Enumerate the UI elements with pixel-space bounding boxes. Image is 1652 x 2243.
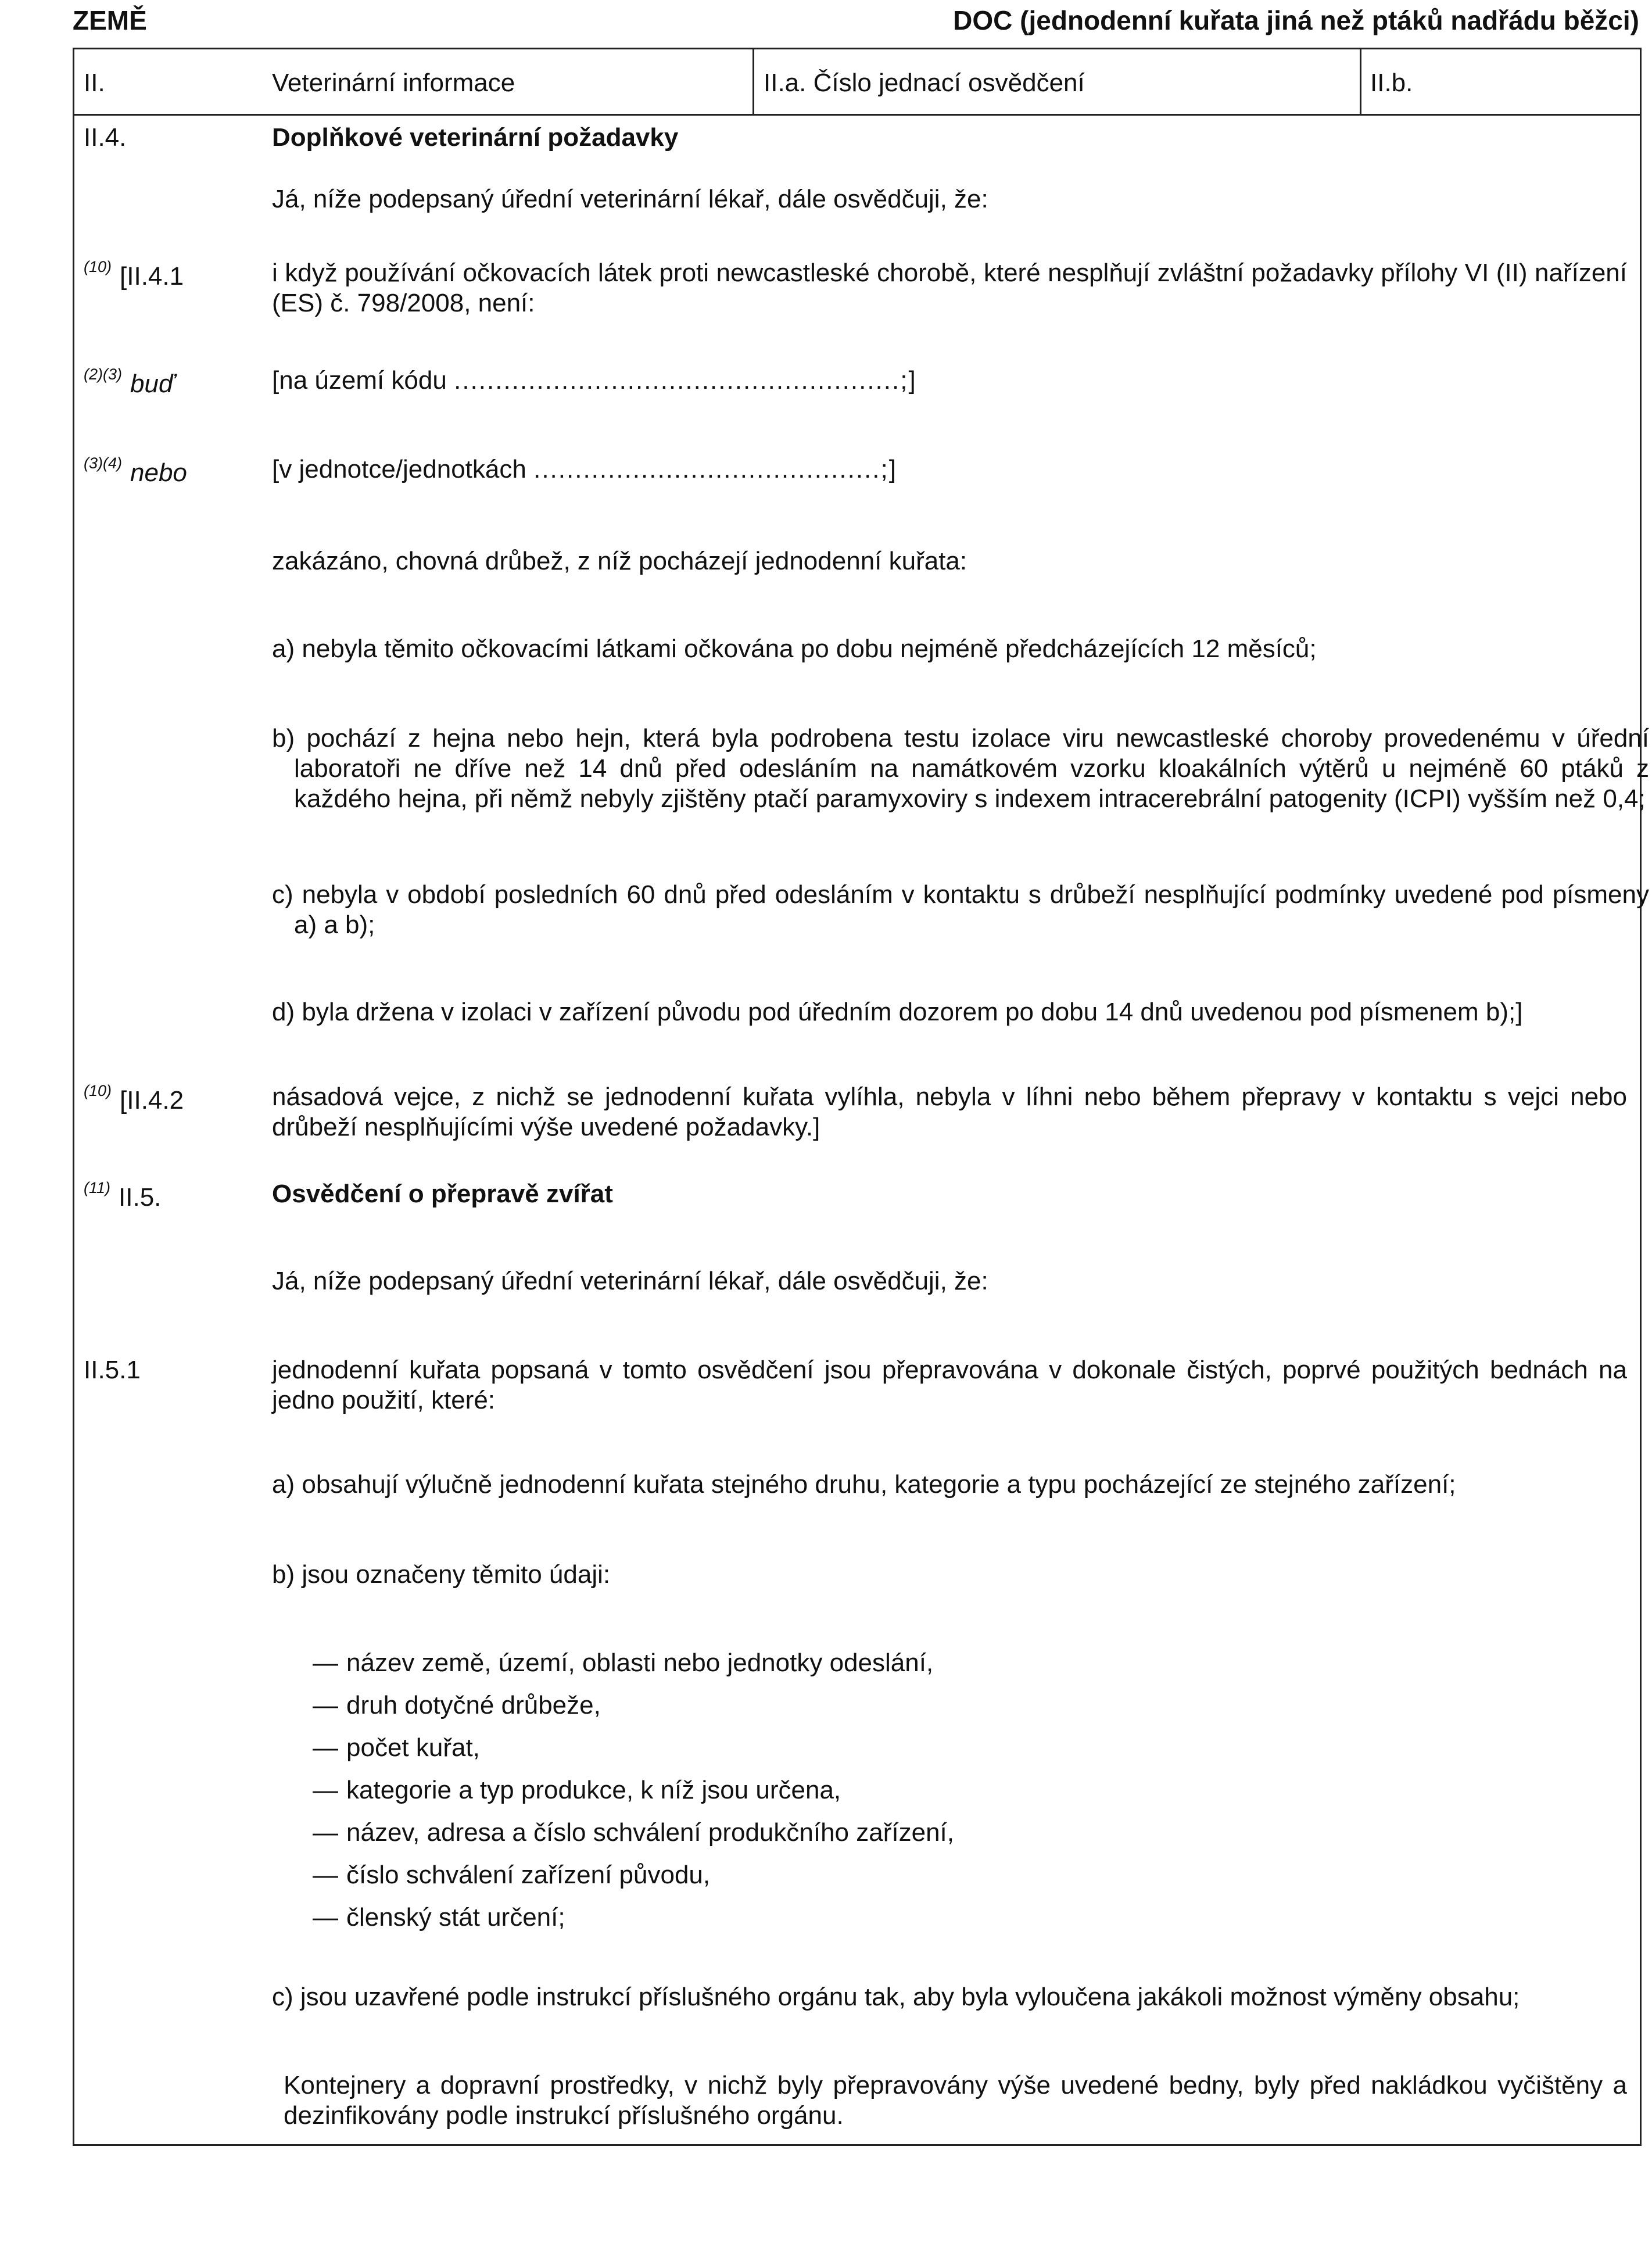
or-word: nebo: [130, 458, 187, 487]
section-5-number: II.5.: [119, 1183, 162, 1212]
dash-glyph: —: [313, 1733, 338, 1762]
paragraph-5-1-number: II.5.1: [84, 1356, 141, 1384]
country-label: ZEMĚ: [73, 5, 147, 35]
document-title: DOC (jednodenní kuřata jiná než ptáků nadřádu běžci): [953, 5, 1639, 35]
certificate-body: [73, 114, 1649, 2146]
paragraph-number: [II.4.1: [120, 262, 184, 291]
crate-condition-a: a) obsahují výlučně jednodenní kuřata stejného druhu, kategorie a typu pocházející ze stejného zařízení;: [272, 1470, 1456, 1499]
section-title: Veterinární informace: [272, 69, 515, 97]
certificate-reference-label: II.a. Číslo jednací osvědčení: [764, 69, 1085, 97]
section-5-intro: Já, níže podepsaný úřední veterinární lékař, dále osvědčuji, že:: [272, 1267, 988, 1295]
marking-text: název, adresa a číslo schválení produkčního zařízení,: [346, 1818, 954, 1847]
dash-glyph: —: [313, 1903, 338, 1932]
either-label: [84, 366, 174, 399]
footnote-ref: (10): [84, 258, 112, 275]
condition-c: c) nebyla v období posledních 60 dnů před odesláním v kontaktu s drůbeží nesplňující podmínky uvedené pod písmeny a) a b);: [272, 880, 1649, 939]
section-number: II.: [84, 69, 105, 97]
paragraph-4-1-label: [84, 258, 184, 292]
dash-glyph: —: [313, 1691, 338, 1719]
section-4-title: Doplňkové veterinární požadavky: [272, 123, 679, 152]
dash-glyph: —: [313, 1861, 338, 1889]
condition-d: d) byla držena v izolaci v zařízení původu pod úředním dozorem po dobu 14 dnů uvedenou pod písmenem b);]: [272, 998, 1523, 1026]
condition-b: b) pochází z hejna nebo hejn, která byla podrobena testu izolace viru newcastleské choroby provedenému v úřední laboratoři ne dříve než 14 dnů před odesláním na namátkovém vzorku kloakálních výtěrů u nejméně 60 ptáků z každého hejna, při němž nebyly zjištěny ptačí paramyxoviry s indexem intracerebrální patogenity (ICPI) vyšším než 0,4;: [272, 724, 1649, 813]
or-text: [v jednotce/jednotkách: [272, 455, 526, 483]
paragraph-number: [II.4.2: [120, 1086, 184, 1115]
section-5-label: [84, 1179, 161, 1213]
footnote-ref: (11): [84, 1179, 111, 1196]
crate-condition-b: b) jsou označeny těmito údaji:: [272, 1560, 611, 1589]
paragraph-4-2-text: násadová vejce, z nichž se jednodenní kuřata vylíhla, nebyla v líhni nebo během přepravy v kontaktu s vejci nebo drůbeží nesplňujícími výše uvedené požadavky.]: [272, 1083, 1627, 1141]
fill-in-dots: ......................................................;]: [454, 366, 917, 395]
marking-text: počet kuřat,: [346, 1733, 480, 1762]
or-option: [272, 454, 1627, 485]
paragraph-4-2-label: [84, 1082, 184, 1116]
divider: [1360, 49, 1361, 114]
paragraph-5-1-text: jednodenní kuřata popsaná v tomto osvědčení jsou přepravována v dokonale čistých, poprvé použitých bednách na jedno použití, které:: [272, 1356, 1627, 1414]
footnote-ref: (3)(4): [84, 454, 122, 472]
section-4-intro: Já, níže podepsaný úřední veterinární lékař, dále osvědčuji, že:: [272, 185, 988, 213]
condition-a: a) nebyla těmito očkovacími látkami očkována po dobu nejméně předcházejících 12 měsíců;: [272, 635, 1317, 663]
dash-glyph: —: [313, 1649, 338, 1677]
crate-condition-c: c) jsou uzavřené podle instrukcí příslušného orgánu tak, aby byla vyloučena jakákoli možnost výměny obsahu;: [272, 1983, 1520, 2011]
either-option: [272, 366, 1627, 396]
prohibited-statement: zakázáno, chovná drůbež, z níž pocházejí jednodenní kuřata:: [272, 547, 967, 575]
dash-glyph: —: [313, 1776, 338, 1804]
footnote-ref: (10): [84, 1082, 112, 1099]
or-label: [84, 454, 187, 488]
marking-item: [313, 1860, 710, 1890]
reference-b-label: II.b.: [1370, 69, 1413, 97]
marking-text: číslo schválení zařízení původu,: [346, 1861, 711, 1889]
marking-item: [313, 1902, 565, 1933]
final-statement: Kontejnery a dopravní prostředky, v nichž byly přepravovány výše uvedené bedny, byly před nakládkou vyčištěny a dezinfikovány podle instrukcí příslušného orgánu.: [284, 2071, 1627, 2130]
section-5-title: Osvědčení o přepravě zvířat: [272, 1180, 613, 1208]
marking-text: druh dotyčné drůbeže,: [346, 1691, 601, 1719]
paragraph-4-1-text: i když používání očkovacích látek proti newcastleské chorobě, které nesplňují zvláštní požadavky přílohy VI (II) nařízení (ES) č. 798/2008, není:: [272, 259, 1627, 317]
either-text: [na území kódu: [272, 366, 447, 395]
marking-item: [313, 1775, 841, 1805]
dash-glyph: —: [313, 1818, 338, 1847]
marking-text: název země, území, oblasti nebo jednotky odeslání,: [346, 1649, 934, 1677]
marking-text: kategorie a typ produkce, k níž jsou určena,: [346, 1776, 841, 1804]
marking-item: [313, 1733, 480, 1763]
section-4-number: II.4.: [84, 123, 127, 152]
footnote-ref: (2)(3): [84, 366, 122, 383]
divider: [752, 49, 754, 114]
marking-item: [313, 1648, 933, 1678]
info-row: [73, 48, 1642, 116]
marking-item: [313, 1690, 601, 1721]
marking-text: členský stát určení;: [346, 1903, 565, 1932]
marking-item: [313, 1818, 954, 1848]
fill-in-dots: ..........................................;]: [533, 455, 897, 483]
either-word: buď: [130, 370, 175, 398]
